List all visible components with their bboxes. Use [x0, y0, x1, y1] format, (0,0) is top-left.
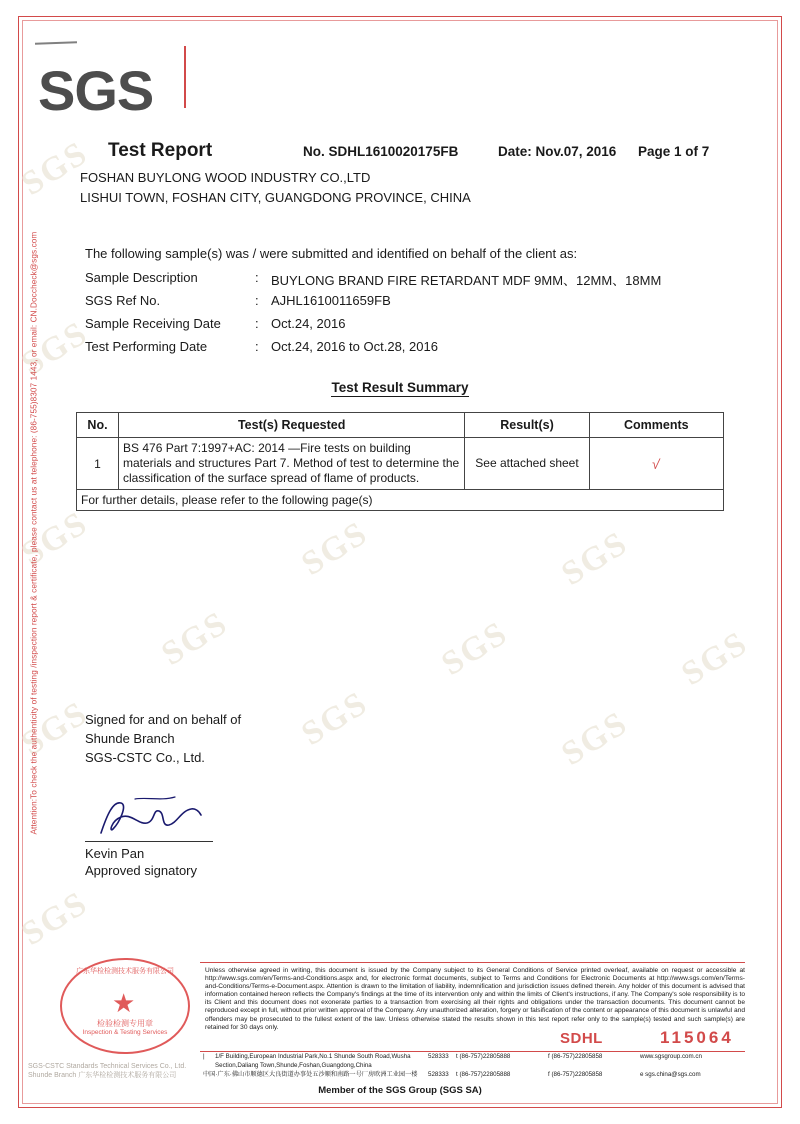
signature-rule: [85, 841, 213, 842]
column-header-no: No.: [77, 413, 119, 438]
column-header-comments: Comments: [589, 413, 723, 438]
watermark: SGS: [295, 684, 375, 753]
footer-doc-number: 115064: [660, 1028, 734, 1047]
cell-result: See attached sheet: [465, 438, 589, 490]
sgs-group-member: Member of the SGS Group (SGS SA): [318, 1085, 482, 1096]
sample-info-row: [85, 293, 725, 316]
table-header-row: [77, 413, 724, 438]
address-row-cn: [203, 1070, 748, 1079]
signed-for-line: Signed for and on behalf of: [85, 712, 242, 727]
sample-info-row: [85, 270, 725, 293]
watermark: SGS: [435, 614, 515, 683]
watermark: SGS: [15, 884, 95, 953]
signed-branch: Shunde Branch: [85, 731, 175, 746]
fax-en: f (86-757)22805858: [548, 1053, 603, 1060]
stamp-bottom-text: Inspection & Testing Services: [82, 1029, 168, 1036]
table-row: [77, 438, 724, 490]
sample-info-row: [85, 316, 725, 339]
footer-terms: Unless otherwise agreed in writing, this document is issued by the Company subject to its General Conditions of Service printed overleaf, available on request or accessible at http://www.sgs.com/en/Terms-and-Conditions.aspx and, for electronic format documents, subject to Terms and Conditions for Electronic Documents at http://www.sgs.com/en/Terms-and-Conditions/Terms-e-Document.aspx. Attention is drawn to the limitation of liability, indemnification and jurisdiction issues defined therein. Any holder of this document is advised that information contained hereon reflects the Company's findings at the time of its intervention only and within the limits of Client's instructions, if any. The Company's sole responsibility is to its Client and this document does not exonerate parties to a transaction from exercising all their rights and obligations under the transaction documents. This document cannot be reproduced except in full, without prior written approval of the Company. Any unauthorized alteration, forgery or falsification of the content or appearance of this document is unlawful and offenders may be prosecuted to the fullest extent of the law. Unless otherwise stated the results shown in this test report refer only to the sample(s) tested and such sample(s) are retained for 30 days only.: [205, 967, 745, 1031]
table-footnote: For further details, please refer to the following page(s): [77, 490, 724, 511]
report-date: Date: Nov.07, 2016: [498, 144, 617, 159]
table-footnote-row: [77, 490, 724, 511]
test-result-table: [76, 412, 724, 511]
tel-en: t (86-757)22805888: [456, 1053, 511, 1060]
footer-address-block: [203, 1052, 748, 1079]
sample-info-list: [85, 270, 725, 362]
watermark: SGS: [295, 514, 375, 583]
column-header-result: Result(s): [465, 413, 589, 438]
footer-doc-code: SDHL: [560, 1030, 603, 1047]
authenticity-notice: Attention:To check the authenticity of testing /inspection report & certificate, please contact us at telephone: (86-755)8307 1443, or email: CN.Doccheck@sgs.com: [29, 231, 39, 835]
watermark: SGS: [555, 704, 635, 773]
info-value: AJHL1610011659FB: [271, 293, 391, 308]
stamp-mid-text: 检验检测专用章: [97, 1019, 153, 1028]
handwritten-signature: [95, 795, 205, 840]
summary-title: [0, 380, 800, 395]
signature-block: [85, 710, 241, 767]
logo-red-bar: [184, 46, 186, 108]
watermark: SGS: [675, 624, 755, 693]
signed-company: SGS-CSTC Co., Ltd.: [85, 750, 205, 765]
report-number: No. SDHL1610020175FB: [303, 144, 459, 159]
info-colon: :: [255, 270, 259, 285]
client-address: LISHUI TOWN, FOSHAN CITY, GUANGDONG PROVINCE, CHINA: [80, 190, 471, 205]
info-value: Oct.24, 2016 to Oct.28, 2016: [271, 339, 438, 354]
watermark: SGS: [15, 314, 95, 383]
watermark: SGS: [155, 604, 235, 673]
info-colon: :: [255, 339, 259, 354]
postcode-cn: 528333: [428, 1071, 449, 1078]
summary-title-text: Test Result Summary: [331, 380, 469, 395]
column-header-test: Test(s) Requested: [119, 413, 465, 438]
sgs-logo: SGS: [38, 59, 154, 122]
signatory-role: Approved signatory: [85, 863, 198, 878]
web-en: www.sgsgroup.com.cn: [640, 1053, 702, 1060]
info-colon: :: [255, 316, 259, 331]
email-cn: e sgs.china@sgs.com: [640, 1071, 701, 1078]
star-icon: ★: [112, 988, 136, 1018]
address-marker-en: |: [203, 1053, 205, 1060]
company-stamp: [60, 958, 190, 1058]
stamp-top-text: 广东华检检测技术服务有限公司: [76, 967, 174, 975]
watermark: SGS: [555, 524, 635, 593]
page-title: Test Report: [108, 140, 213, 161]
client-name: FOSHAN BUYLONG WOOD INDUSTRY CO.,LTD: [80, 170, 371, 185]
address-text-en: 1/F Building,European Industrial Park,No.1 Shunde South Road,Wusha Section,Daliang Town,Shunde,Foshan,Guangdong,China: [215, 1053, 411, 1069]
address-text-cn: 中国·广东·佛山市顺德区大良街道办事处五沙顺和南路一号厂房欧洲工业园一楼: [203, 1071, 418, 1078]
watermark: SGS: [15, 504, 95, 573]
check-icon: √: [651, 455, 662, 472]
info-label: Test Performing Date: [85, 339, 208, 354]
watermark: SGS: [15, 134, 95, 203]
fax-cn: f (86-757)22805858: [548, 1071, 603, 1078]
cell-row-no: 1: [77, 438, 119, 490]
info-label: Sample Description: [85, 270, 198, 285]
cell-comments: [589, 438, 723, 490]
address-row-en: [203, 1052, 748, 1070]
intro-text: The following sample(s) was / were submitted and identified on behalf of the client as:: [85, 246, 578, 261]
cell-test-requested: BS 476 Part 7:1997+AC: 2014 —Fire tests on building materials and structures Part 7. Method of test to determine the classification of the surface spread of flame of products.: [119, 438, 465, 490]
info-value: BUYLONG BRAND FIRE RETARDANT MDF 9MM、12MM、18MM: [271, 273, 662, 288]
postcode-en: 528333: [428, 1053, 449, 1060]
footer-divider-top: [200, 962, 745, 963]
tel-cn: t (86-757)22805888: [456, 1071, 511, 1078]
info-value: Oct.24, 2016: [271, 316, 346, 331]
sample-info-row: [85, 339, 725, 362]
info-label: Sample Receiving Date: [85, 316, 221, 331]
page-indicator: Page 1 of 7: [638, 144, 710, 159]
signatory-name: Kevin Pan: [85, 846, 145, 861]
client-block: [80, 168, 471, 208]
stamp-caption: SGS-CSTC Standards Technical Services Co., Ltd. Shunde Branch 广东华检检测技术服务有限公司: [28, 1063, 187, 1079]
info-colon: :: [255, 293, 259, 308]
watermark: SGS: [15, 694, 95, 763]
report-header-row: [108, 140, 748, 162]
info-label: SGS Ref No.: [85, 293, 161, 308]
signatory-block: [85, 845, 197, 879]
